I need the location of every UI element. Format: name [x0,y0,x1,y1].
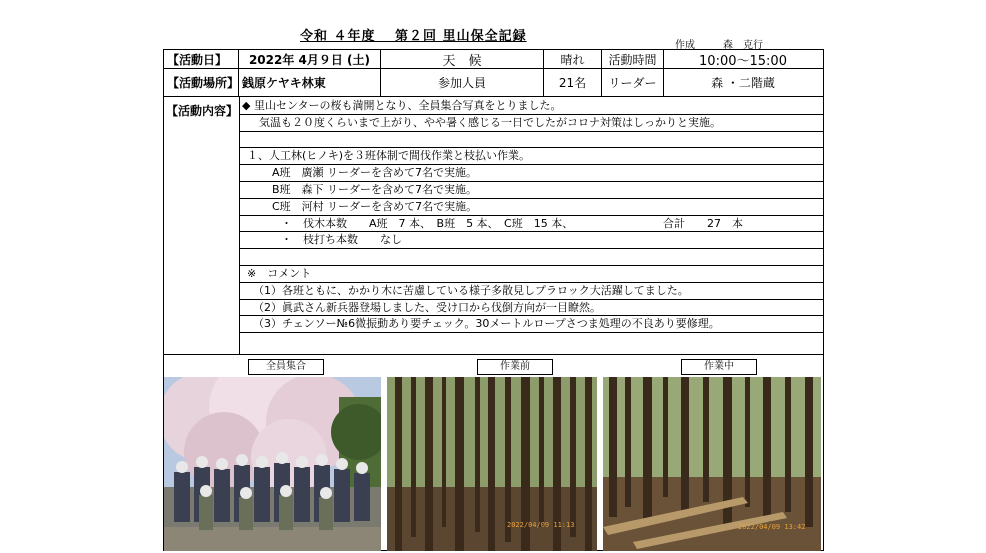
content-line-7: C班 河村 リーダーを含めて7名で実施。 [239,199,823,216]
content-line-4: １、人工林(ヒノキ)を３班体制で間伐作業と枝払い作業。 [239,148,823,165]
members-label: 参加人員 [381,68,544,96]
content-line-11: ※ コメント [239,266,823,283]
date-row [164,50,823,69]
svg-text:2022/04/09 13:42: 2022/04/09 13:42 [738,523,806,531]
content-label: 【活動内容】 [166,104,239,118]
content-line-6: B班 森下 リーダーを含めて7名で実施。 [239,182,823,199]
content-line-14: （3）チェンソー№6微振動あり要チェック。30メートルロープさつま処理の不良あり要修理。 [239,316,823,333]
photo-label-all: 全員集合 [248,359,324,375]
total-text: 合計 27 本 [663,216,743,230]
content-line-10 [239,249,823,266]
weather-value: 晴れ [544,50,602,68]
leader-label: リーダー [602,68,664,96]
svg-text:2022/04/09 11:13: 2022/04/09 11:13 [507,521,575,529]
photo-label-before: 作業前 [477,359,553,375]
members-value: 21名 [544,68,602,96]
place-label: 【活動場所】 [164,68,239,96]
weather-label: 天 候 [381,50,544,68]
content-line-5: A班 廣瀬 リーダーを含めて7名で実施。 [239,165,823,182]
content-line-13: （2）眞武さん新兵器登場しました、受け口から伐倒方向が一目瞭然。 [239,300,823,317]
place-row [164,68,823,97]
content-line-12: （1）各班ともに、かかり木に苦慮している様子多散見しプラロック大活躍してました。 [239,283,823,300]
record-sheet [163,49,824,551]
author-label: 作成 [675,40,695,51]
content-line-1: ◆ 里山センターの桜も満開となり、全員集合写真をとりました。 [239,98,823,115]
date-value: 2022年 4月９日 (土) [239,50,381,68]
author-name: 森 克行 [723,40,763,51]
forest-during-photo [603,377,821,551]
content-line-9: ・ 枝打ち本数 なし [239,232,823,249]
time-value: 10:00～15:00 [699,53,787,69]
content-line-3 [239,132,823,149]
place-value: 銭原ケヤキ林東 [239,68,381,96]
content-line-8: ・ 伐木本数 A班 7 本、 B班 5 本、 C班 15 本、 合計 27 本 [239,216,823,233]
content-line-15 [239,333,823,350]
content-line-2: 気温も２０度くらいまで上がり、やや暑く感じる一日でしたがコロナ対策はしっかりと実施。 [239,115,823,132]
forest-before-photo [387,377,597,551]
time-label: 活動時間 [602,50,664,68]
photo-area [164,354,823,553]
date-label: 【活動日】 [164,50,239,68]
photo-label-during: 作業中 [681,359,757,375]
leader-value: 森 ・二階蔵 [711,75,775,90]
page-title: 令和 ４年度 第２回 里山保全記録 [300,29,527,44]
group-photo [164,377,381,551]
